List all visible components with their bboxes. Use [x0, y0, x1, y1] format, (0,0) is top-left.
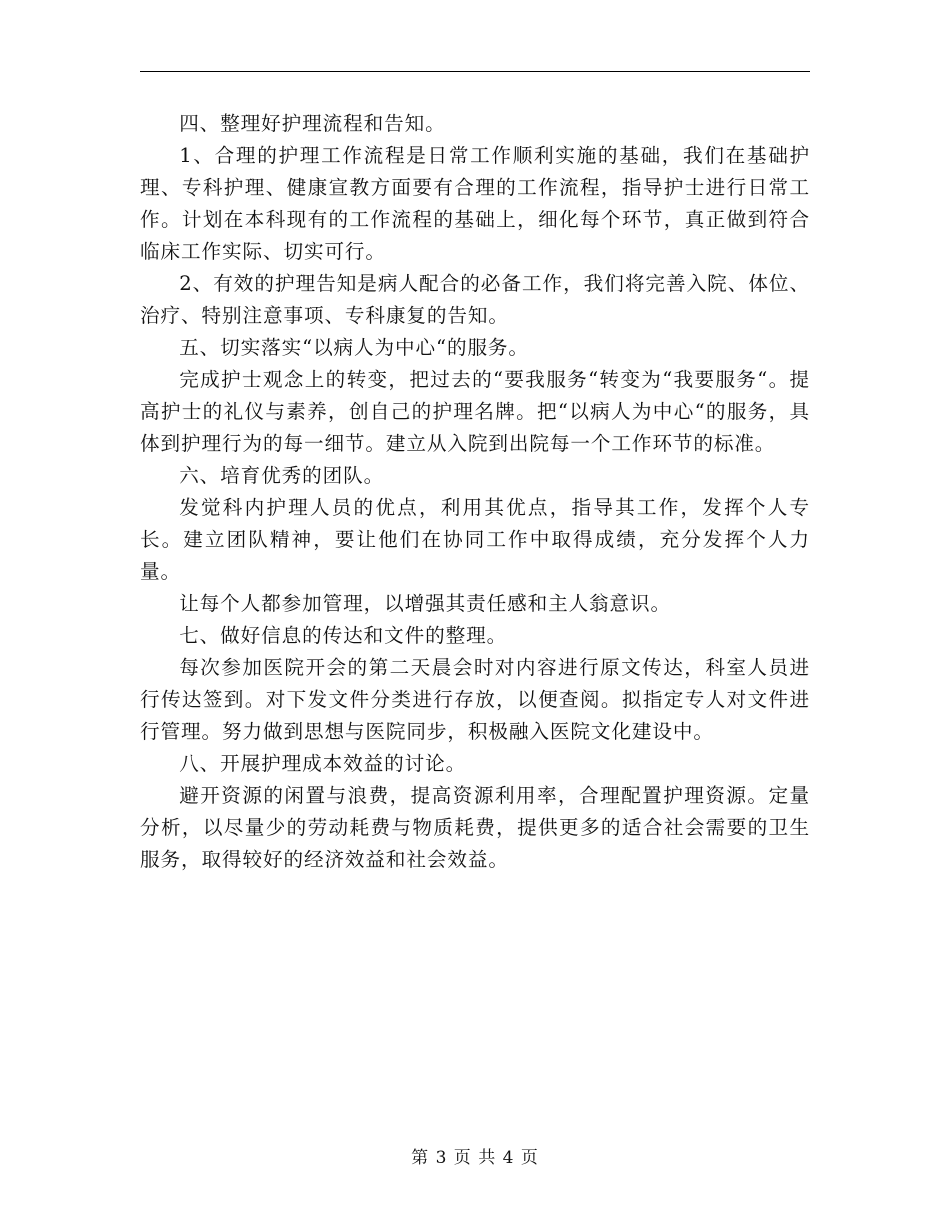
page-number-footer: 第 3 页 共 4 页: [411, 1148, 539, 1168]
paragraph: 避开资源的闲置与浪费，提高资源利用率，合理配置护理资源。定量分析，以尽量少的劳动耗费与物质耗费，提供更多的适合社会需要的卫生服务，取得较好的经济效益和社会效益。: [140, 784, 810, 871]
paragraph: 每次参加医院开会的第二天晨会时对内容进行原文传达，科室人员进行传达签到。对下发文件分类进行存放，以便查阅。拟指定专人对文件进行管理。努力做到思想与医院同步，积极融入医院文化建设中。: [140, 656, 810, 743]
section-heading-4: 四、整理好护理流程和告知。: [179, 112, 446, 135]
section-heading-5: 五、切实落实“以病人为中心“的服务。: [179, 336, 529, 359]
paragraph: 2、有效的护理告知是病人配合的必备工作，我们将完善入院、体位、治疗、特别注意事项、专科康复的告知。: [140, 272, 810, 327]
section-heading-7: 七、做好信息的传达和文件的整理。: [179, 624, 508, 647]
document-body: [140, 108, 810, 876]
paragraph: 发觉科内护理人员的优点，利用其优点，指导其工作，发挥个人专长。建立团队精神，要让他们在协同工作中取得成绩，充分发挥个人力量。: [140, 496, 810, 583]
header-rule: [140, 71, 810, 72]
section-heading-8: 八、开展护理成本效益的讨论。: [179, 752, 467, 775]
paragraph: 让每个人都参加管理，以增强其责任感和主人翁意识。: [179, 592, 672, 615]
section-heading-6: 六、培育优秀的团队。: [179, 464, 385, 487]
paragraph: 完成护士观念上的转变，把过去的“要我服务“转变为“我要服务“。提高护士的礼仪与素养，创自己的护理名牌。把“以病人为中心“的服务，具体到护理行为的每一细节。建立从入院到出院每一个工作环节的标准。: [140, 368, 810, 455]
paragraph: 1、合理的护理工作流程是日常工作顺利实施的基础，我们在基础护理、专科护理、健康宣教方面要有合理的工作流程，指导护士进行日常工作。计划在本科现有的工作流程的基础上，细化每个环节，真正做到符合临床工作实际、切实可行。: [140, 144, 810, 263]
